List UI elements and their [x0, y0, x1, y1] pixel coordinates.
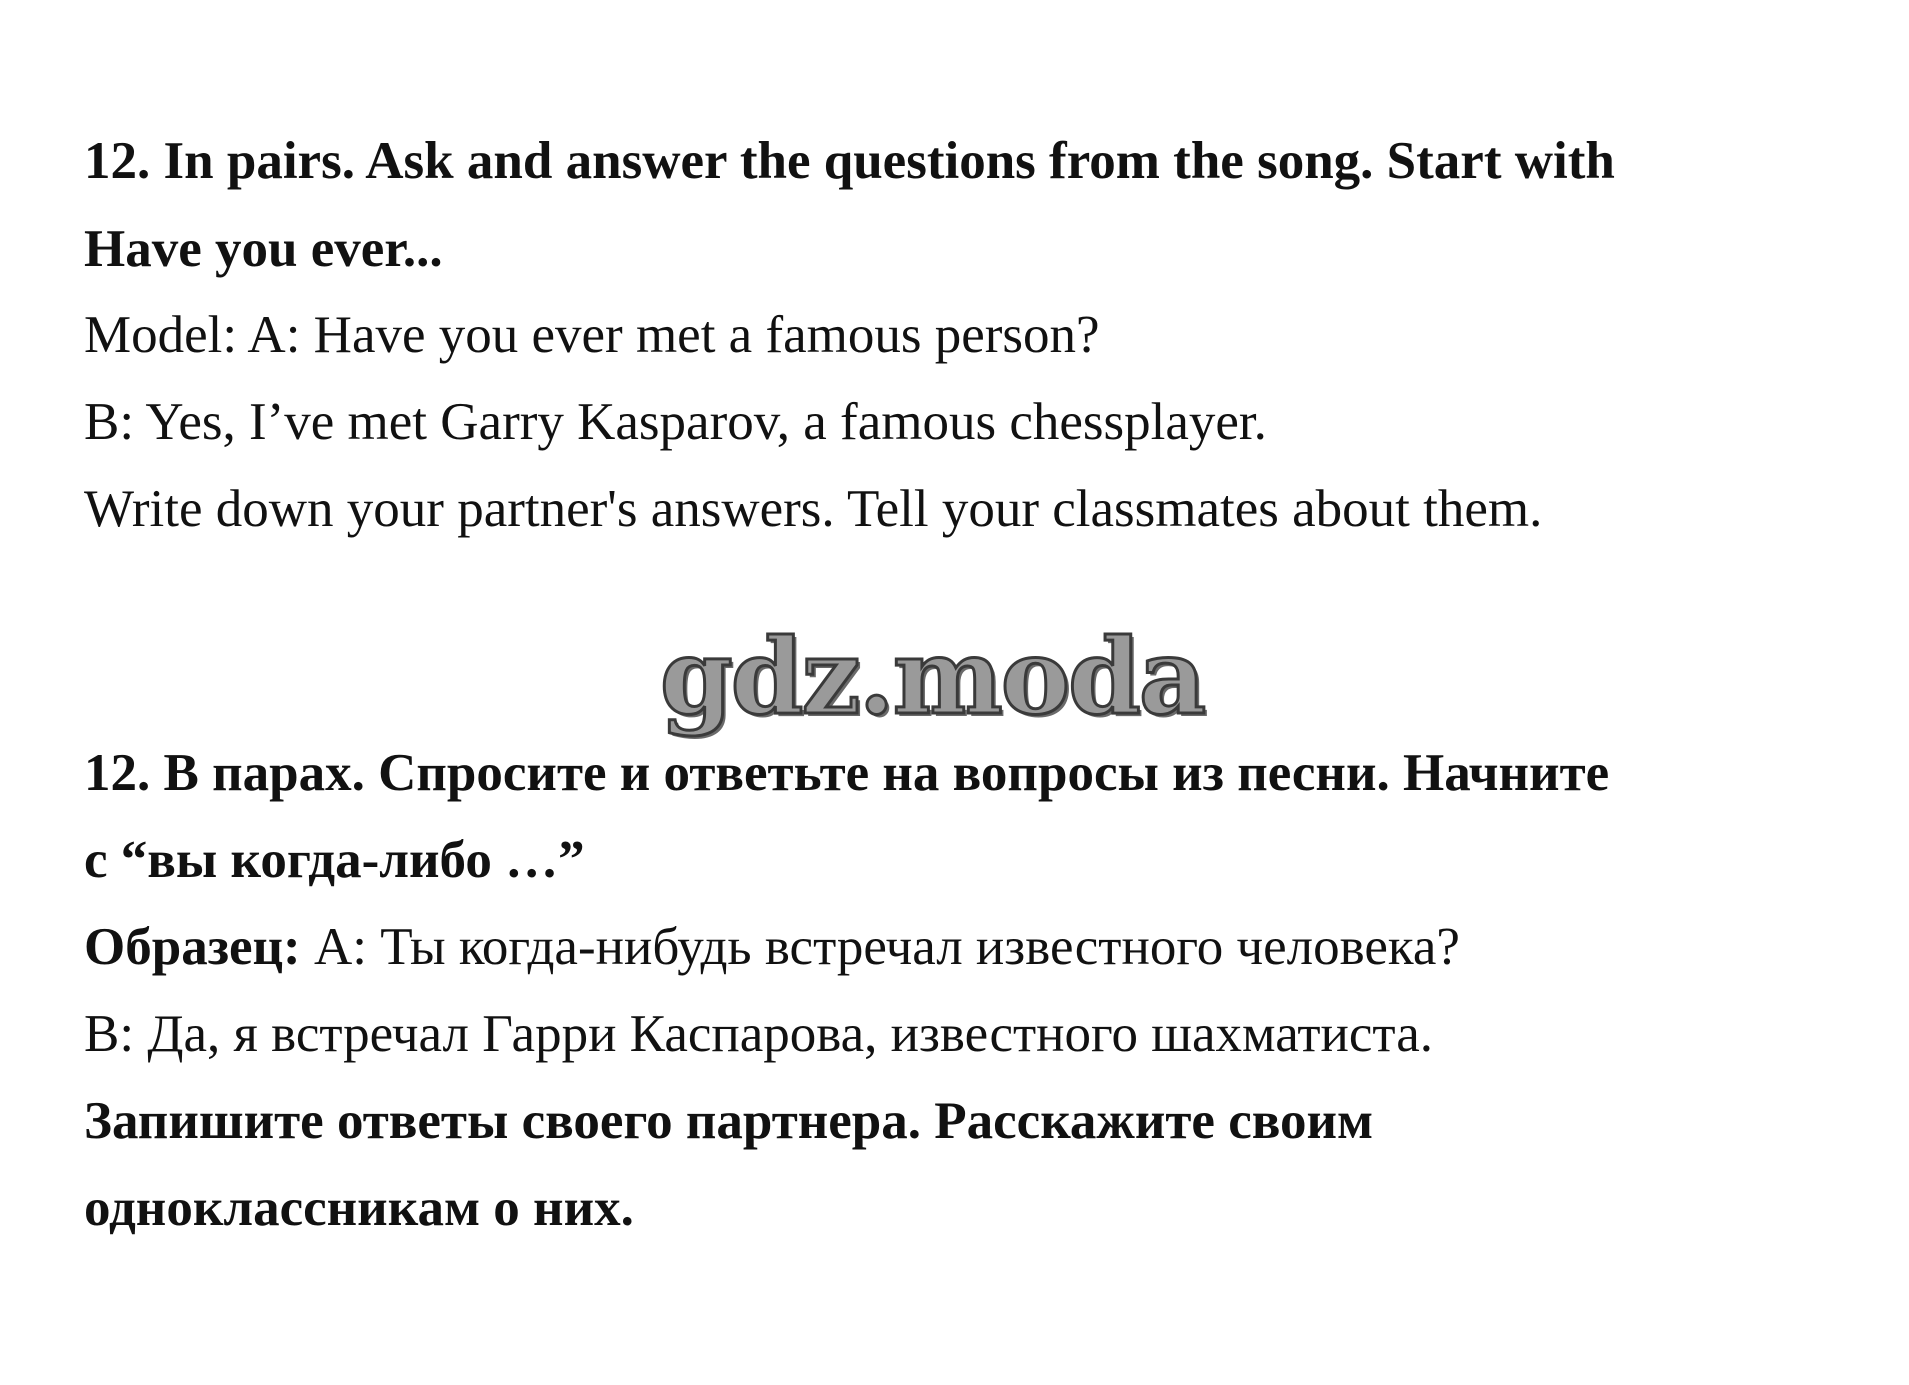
russian-task-line-2: одноклассникам о них. — [84, 1179, 634, 1237]
russian-model-label: Образец: — [84, 918, 301, 976]
russian-answer-line: В: Да, я встречал Гарри Каспарова, известного шахматиста. — [84, 1005, 1433, 1063]
russian-model-line — [84, 917, 1460, 977]
english-model-line: Model: A: Have you ever met a famous person? — [84, 306, 1100, 364]
russian-model-text: А: Ты когда-нибудь встречал известного человека? — [300, 918, 1460, 976]
english-heading-line-2: Have you ever... — [84, 220, 443, 278]
russian-heading-line-2: с “вы когда-либо …” — [84, 831, 585, 889]
english-answer-line: B: Yes, I’ve met Garry Kasparov, a famous chessplayer. — [84, 393, 1267, 451]
watermark-logo: gdz.moda — [660, 615, 1205, 738]
russian-heading-line-1: 12. В парах. Спросите и ответьте на вопросы из песни. Начните — [84, 744, 1610, 802]
english-heading-line-1: 12. In pairs. Ask and answer the questions from the song. Start with — [84, 132, 1615, 190]
english-task-line: Write down your partner's answers. Tell your classmates about them. — [84, 480, 1543, 538]
russian-task-line-1: Запишите ответы своего партнера. Расскажите своим — [84, 1092, 1374, 1150]
